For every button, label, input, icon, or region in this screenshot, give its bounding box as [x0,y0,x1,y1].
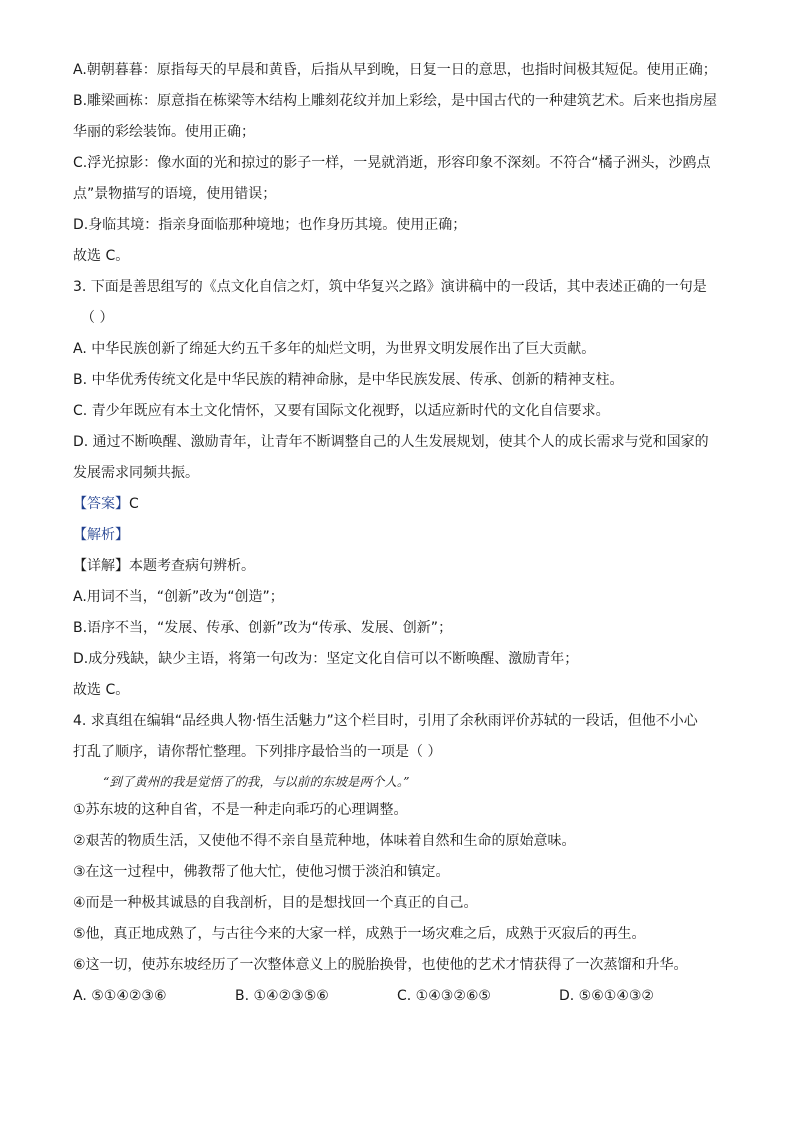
detail-b: B.语序不当，“发展、传承、创新”改为“传承、发展、创新”； [73,620,453,636]
sentence-5: ⑤他，真正地成熟了，与古往今来的大家一样，成熟于一场灾难之后，成熟于灭寂后的再生。 [73,926,646,942]
question-3-stem: 3. 下面是善思组写的《点文化自信之灯，筑中华复兴之路》演讲稿中的一段话，其中表述正确的一句是 [73,279,707,295]
document-page [73,60,721,1006]
detail-d: D.成分残缺，缺少主语，将第一句改为：坚定文化自信可以不断唤醒、激励青年； [73,651,579,667]
analysis-line [73,525,721,545]
answer-value: C [129,496,139,512]
question-3-blank: （ ） [81,310,114,326]
question-3-option-c: C. 青少年既应有本土文化情怀，又要有国际文化视野，以适应新时代的文化自信要求。 [73,403,610,419]
detail-a: A.用词不当，“创新”改为“创造”； [73,589,284,605]
detail-tag: 【详解】 [73,558,129,574]
sentence-6: ⑥这一切，使苏东坡经历了一次整体意义上的脱胎换骨，也使他的艺术才情获得了一次蒸馏和升华。 [73,957,688,973]
option-explanation-c-cont: 点”景物描写的语境，使用错误； [73,186,277,202]
detail-text: 本题考查病句辨析。 [129,558,255,574]
question-3-option-a: A. 中华民族创新了绵延大约五千多年的灿烂文明，为世界文明发展作出了巨大贡献。 [73,341,596,357]
sentence-1: ①苏东坡的这种自省，不是一种走向乖巧的心理调整。 [73,802,408,818]
answer-tag: 【答案】 [73,496,129,512]
question-4-stem-cont: 打乱了顺序，请你帮忙整理。下列排序最恰当的一项是（ ） [73,744,442,760]
question-4-option-d: D. ⑤⑥①④③② [559,988,654,1004]
sentence-3: ③在这一过程中，佛教帮了他大忙，使他习惯于淡泊和镇定。 [73,864,450,880]
option-explanation-d: D.身临其境：指亲身面临那种境地；也作身历其境。使用正确； [73,217,467,233]
question-4-option-a: A. ⑤①④②③⑥ [73,988,167,1004]
option-explanation-a: A.朝朝暮暮：原指每天的早晨和黄昏，后指从早到晚，日复一日的意思，也指时间极其短促。使用正确； [73,62,717,78]
question-3-option-b: B. 中华优秀传统文化是中华民族的精神命脉，是中华民族发展、传承、创新的精神支柱。 [73,372,624,388]
question-3-option-d: D. 通过不断唤醒、激励青年，让青年不断调整自己的人生发展规划，使其个人的成长需求与党和国家的 [73,434,709,450]
detail-line [73,556,721,576]
conclusion-line-2: 故选 C。 [73,682,130,698]
question-3-option-d-cont: 发展需求同频共振。 [73,465,199,481]
sentence-4: ④而是一种极其诚恳的自我剖析，目的是想找回一个真正的自己。 [73,895,478,911]
option-explanation-c: C.浮光掠影：像水面的光和掠过的影子一样，一晃就消逝，形容印象不深刻。不符合“橘子洲头，沙鸥点 [73,155,711,171]
question-4-stem: 4. 求真组在编辑“品经典人物·悟生活魅力”这个栏目时，引用了余秋雨评价苏轼的一段话，但他不小心 [73,713,698,729]
option-explanation-b-cont: 华丽的彩绘装饰。使用正确； [73,124,255,140]
sentence-2: ②艰苦的物质生活，又使他不得不亲自垦荒种地，体味着自然和生命的原始意味。 [73,833,576,849]
analysis-tag: 【解析】 [73,527,129,543]
question-4-options [73,986,721,1006]
conclusion-line: 故选 C。 [73,248,130,264]
question-4-option-c: C. ①④③②⑥⑤ [397,988,491,1004]
quote-line: “到了黄州的我是觉悟了的我，与以前的东坡是两个人。” [103,774,410,789]
option-explanation-b: B.雕梁画栋：原意指在栋梁等木结构上雕刻花纹并加上彩绘，是中国古代的一种建筑艺术。后来也指房屋 [73,93,718,109]
question-4-option-b: B. ①④②③⑤⑥ [235,988,329,1004]
answer-line [73,494,721,514]
